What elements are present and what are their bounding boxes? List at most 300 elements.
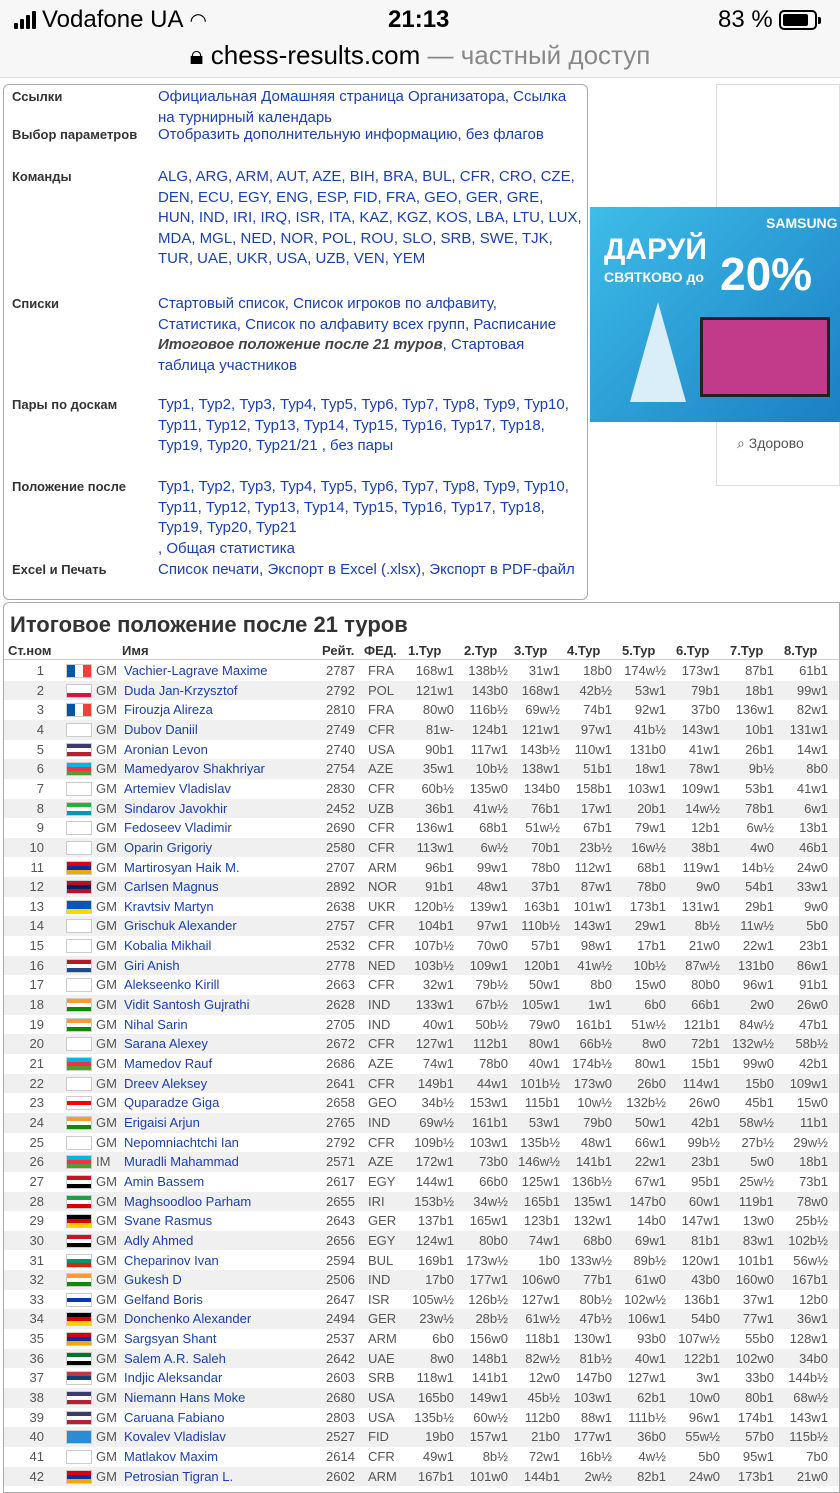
round-result: 58b½ [795,1036,828,1052]
round-result: 97w1 [476,918,508,934]
player-name-link[interactable]: Nihal Sarin [124,1016,188,1032]
info-link-text[interactable]: Официальная Домашняя страница Организатора, Ссылка на турнирный календарь [158,88,567,126]
round-result: 74b1 [583,702,612,718]
table-row [4,1054,840,1074]
federation: CFR [368,938,395,954]
rating: 2680 [326,1390,355,1406]
player-name-link[interactable]: Alekseenko Kirill [124,977,220,993]
federation: USA [368,1390,395,1406]
round-result: 42b1 [799,1056,828,1071]
player-name-link[interactable]: Kravtsiv Martyn [124,898,214,914]
player-name-link[interactable]: Gukesh D [124,1272,182,1288]
table-row [4,838,840,858]
column-header[interactable]: 4.Тур [567,643,601,658]
round-result: 105w½ [412,1291,454,1307]
round-result: 18b0 [583,663,612,678]
column-header[interactable]: 6.Тур [676,643,710,658]
round-result: 86w1 [796,957,828,973]
round-result: 167b1 [791,1272,828,1288]
round-result: 14b½ [741,859,774,875]
round-result: 138b½ [468,663,508,678]
player-title: GM [96,1252,117,1268]
round-result: 45b½ [527,1390,560,1406]
player-name-link[interactable]: Mamedyarov Shakhriyar [124,761,265,777]
round-result: 78b1 [745,800,774,816]
round-result: 131w1 [789,721,828,737]
round-result: 91b1 [799,977,828,993]
rating: 2537 [326,1331,355,1347]
table-row [4,1152,840,1172]
round-result: 16b½ [579,1449,612,1464]
flag-icon [66,1116,92,1130]
start-number: 17 [29,977,44,993]
round-result: 87b1 [745,663,774,678]
start-number: 18 [29,997,44,1013]
round-result: 9b½ [748,761,774,777]
round-result: 1w1 [588,997,612,1013]
column-header[interactable]: Ст.ном [8,643,52,658]
round-result: 131w1 [681,898,720,914]
info-links[interactable] [158,395,583,457]
flag-icon [66,1430,92,1444]
round-result: 101w0 [469,1468,508,1484]
player-name-link[interactable]: Svane Rasmus [124,1213,213,1229]
round-result: 17w1 [580,800,612,816]
round-result: 80b0 [691,977,720,993]
player-title: GM [96,1390,117,1406]
round-result: 165b0 [417,1390,454,1406]
table-row [4,759,840,779]
flag-icon [66,684,92,698]
column-header[interactable]: 7.Тур [730,643,764,658]
round-result: 4w0 [750,839,774,855]
start-number: 31 [29,1252,44,1268]
rating: 2749 [326,721,355,737]
federation: CFR [368,1036,395,1052]
player-name-link[interactable]: Petrosian Tigran L. [124,1468,234,1484]
round-result: 72w1 [528,1449,560,1464]
player-name-link[interactable]: Grischuk Alexander [124,918,237,934]
player-name-link[interactable]: Sarana Alexey [124,1036,208,1052]
table-row [4,1192,840,1212]
federation: CFR [368,820,395,836]
player-name-link[interactable]: Oparin Grigoriy [124,839,213,855]
player-name-link[interactable]: Gelfand Boris [124,1291,203,1307]
info-link-text[interactable]: Отобразить дополнительную информацию, без флагов [158,126,544,143]
rating: 2641 [326,1075,355,1091]
round-result: 109w1 [789,1075,828,1091]
round-result: 135w0 [469,780,508,796]
round-result: 20b1 [637,800,666,816]
start-number: 3 [36,702,44,718]
player-name-link[interactable]: Vachier-Lagrave Maxime [124,663,268,678]
federation: CFR [368,918,395,934]
start-number: 11 [30,859,44,875]
round-result: 89b½ [633,1252,666,1268]
round-result: 29w1 [634,918,666,934]
round-result: 80b½ [579,1291,612,1307]
player-title: GM [96,1449,117,1464]
url-domain: chess-results.com [210,40,421,70]
round-result: 157w1 [469,1429,508,1445]
round-result: 120w1 [681,1252,720,1268]
table-row [4,1368,840,1388]
flag-icon [66,978,92,992]
round-result: 173b1 [737,1468,774,1484]
round-result: 97w1 [580,721,612,737]
player-name-link[interactable]: Firouzja Alireza [124,702,213,718]
rating: 2757 [326,918,355,934]
round-result: 133w½ [570,1252,612,1268]
round-result: 29b1 [745,898,774,914]
start-number: 41 [29,1449,44,1464]
round-result: 18b1 [799,1154,828,1170]
round-result: 172w1 [415,1154,454,1170]
info-links[interactable] [158,125,583,146]
info-links[interactable] [158,294,583,376]
rating: 2614 [326,1449,355,1464]
battery-percent: 83 % [718,6,773,33]
round-result: 137b1 [417,1213,454,1229]
round-result: 163b1 [523,898,560,914]
start-number: 36 [29,1350,44,1366]
player-title: GM [96,800,117,816]
federation: EGY [368,1232,396,1248]
player-name-link[interactable]: Artemiev Vladislav [124,780,231,796]
round-result: 136b½ [572,1173,612,1189]
round-result: 80b1 [745,1390,774,1406]
round-result: 54b0 [691,1311,720,1327]
round-result: 103b½ [414,957,454,973]
christmas-tree-image [630,302,686,402]
info-link-text[interactable]: Стартовый список, Список игроков по алфавиту, Статистика, Список по алфавиту всех групп, Расписание [158,295,557,333]
flag-icon [66,861,92,875]
round-result: 132w½ [732,1036,774,1052]
round-result: 112b0 [524,1409,560,1425]
federation: FRA [368,702,394,718]
round-result: 7b0 [806,1449,828,1464]
rating: 2686 [326,1056,355,1071]
round-result: 50b½ [475,1016,508,1032]
rating: 2655 [326,1193,355,1209]
player-name-link[interactable]: Carlsen Magnus [124,879,219,895]
round-result: 156w0 [469,1331,508,1347]
player-title: GM [96,721,117,737]
round-result: 115b½ [789,1429,828,1445]
round-result: 60w½ [473,1409,508,1425]
player-name-link[interactable]: Cheparinov Ivan [124,1252,219,1268]
round-result: 103w1 [573,1390,612,1406]
round-result: 5b0 [806,918,828,934]
player-name-link[interactable]: Nepomniachtchi Ian [124,1134,239,1150]
round-result: 88w1 [580,1409,612,1425]
rating: 2765 [326,1114,355,1130]
round-result: 10w0 [688,1390,720,1406]
table-row [4,975,840,995]
rating: 2580 [326,839,355,855]
round-result: 112w1 [574,859,612,875]
round-result: 79b1 [691,682,720,698]
round-result: 28b½ [475,1311,508,1327]
start-number: 13 [29,898,44,914]
start-number: 14 [29,918,44,934]
player-name-link[interactable]: Muradli Mahammad [124,1154,239,1170]
round-result: 104b1 [417,918,454,934]
round-result: 6b0 [432,1331,454,1347]
round-result: 160w0 [735,1272,774,1288]
round-result: 33b0 [745,1370,774,1386]
round-result: 44w1 [476,1075,508,1091]
player-title: GM [96,977,117,993]
round-result: 21w0 [688,938,720,954]
flag-icon [66,743,92,757]
start-number: 6 [36,761,44,777]
round-result: 113w1 [416,839,454,855]
round-result: 131b0 [629,741,666,757]
start-number: 35 [29,1331,44,1347]
round-result: 13w0 [742,1213,774,1229]
table-row [4,1309,840,1329]
player-name-link[interactable]: Duda Jan-Krzysztof [124,682,238,698]
player-name-link[interactable]: Fedoseev Vladimir [124,820,232,836]
info-label: Списки [12,296,59,311]
table-row [4,995,840,1015]
round-result: 22w1 [742,938,774,954]
flag-icon [66,1234,92,1248]
player-name-link[interactable]: Adly Ahmed [124,1232,194,1248]
column-header[interactable]: 2.Тур [464,643,498,658]
column-header[interactable]: ФЕД. [364,643,397,658]
round-result: 48w1 [476,879,508,895]
round-result: 82w½ [525,1350,560,1366]
player-name-link[interactable]: Salem A.R. Saleh [124,1350,226,1366]
player-name-link[interactable]: Martirosyan Haik M. [124,859,240,875]
round-result: 80w1 [528,1036,560,1052]
federation: SRB [368,1370,395,1386]
round-result: 143b0 [471,682,508,698]
flag-icon [66,900,92,914]
round-result: 78b0 [637,879,666,895]
info-links[interactable] [158,87,583,128]
player-title: GM [96,957,117,973]
round-result: 107w½ [678,1331,720,1347]
start-number: 23 [29,1095,44,1111]
signal-icon [14,11,36,29]
federation: GEO [368,1095,397,1111]
column-header[interactable]: 1.Тур [408,643,442,658]
table-header [4,641,840,660]
round-result: 8b0 [590,977,612,993]
player-name-link[interactable]: Mamedov Rauf [124,1056,213,1071]
player-title: GM [96,1095,117,1111]
round-result: 48w1 [580,1134,612,1150]
url-suffix: — частный доступ [427,40,651,70]
info-link-text[interactable]: Список печати, Экспорт в Excel (.xlsx), Экспорт в PDF-файл [158,561,575,578]
round-result: 125w1 [521,1173,560,1189]
advertisement[interactable] [590,207,840,422]
round-result: 6w1 [804,800,828,816]
player-name-link[interactable]: Donchenko Alexander [124,1311,252,1327]
round-result: 76b1 [531,800,560,816]
start-number: 10 [29,839,44,855]
round-result: 165w1 [469,1213,508,1229]
player-name-link[interactable]: Niemann Hans Moke [124,1390,246,1406]
round-result: 47b1 [799,1016,828,1032]
round-result: 77w1 [742,1311,774,1327]
player-name-link[interactable]: Kovalev Vladislav [124,1429,226,1445]
round-result: 99w1 [796,682,828,698]
round-result: 70w0 [476,938,508,954]
table-row [4,1408,840,1428]
round-result: 101b1 [737,1252,774,1268]
rating: 2602 [326,1468,355,1484]
round-result: 8b½ [482,1449,508,1464]
start-number: 24 [29,1114,44,1130]
round-result: 127w1 [627,1370,666,1386]
column-header[interactable]: 5.Тур [622,643,656,658]
clock: 21:13 [388,6,450,33]
round-result: 77b1 [583,1272,612,1288]
player-name-link[interactable]: Indjic Aleksandar [124,1370,223,1386]
address-bar[interactable] [0,34,840,78]
round-result: 126b½ [468,1291,508,1307]
round-result: 23w½ [419,1311,454,1327]
player-name-link[interactable]: Vidit Santosh Gujrathi [124,997,250,1013]
round-result: 127w1 [415,1036,454,1052]
column-header[interactable]: 3.Тур [514,643,548,658]
start-number: 40 [29,1429,44,1445]
table-row [4,1290,840,1310]
federation: FRA [368,663,394,678]
round-result: 54b1 [745,879,774,895]
info-link-text[interactable]: , Стартовая таблица участников [158,336,525,374]
start-number: 2 [36,682,44,698]
player-name-link[interactable]: Caruana Fabiano [124,1409,225,1425]
round-result: 36w1 [796,1311,828,1327]
flag-icon [66,1037,92,1051]
round-result: 37b0 [691,702,720,718]
player-title: GM [96,820,117,836]
table-row [4,1172,840,1192]
player-title: GM [96,741,117,757]
round-result: 135b½ [414,1409,454,1425]
federation: IND [368,1016,391,1032]
info-link-text[interactable]: ALG, ARG, ARM, AUT, AZE, BIH, BRA, BUL, CFR, CRO, CZE, DEN, ECU, EGY, ENG, ESP, FID, FRA, GEO, GER, GRE, HUN, IND, IRI, IRQ, ISR, ITA, KAZ, KGZ, KOS, LBA, LTU, LUX, MDA, MGL, NED, NOR, POL, ROU, SLO, SRB, SWE, TJK, TUR, UAE, UKR, USA, UZB, VEN, YEM [158,168,582,268]
round-result: 153b½ [414,1193,454,1209]
round-result: 32w1 [422,977,454,993]
player-name-link[interactable]: Amin Bassem [124,1173,205,1189]
start-number: 38 [29,1390,44,1406]
info-label: Пары по доскам [12,397,118,412]
start-number: 12 [29,879,44,895]
table-row [4,1427,840,1447]
player-name-link[interactable]: Maghsoodloo Parham [124,1193,252,1209]
round-result: 174b1 [737,1409,774,1425]
start-number: 33 [29,1291,44,1307]
player-name-link[interactable]: Sargsyan Shant [124,1331,217,1347]
player-name-link[interactable]: Erigaisi Arjun [124,1114,200,1130]
start-number: 15 [29,938,44,954]
info-link-text[interactable]: Тур1, Тур2, Тур3, Тур4, Тур5, Тур6, Тур7, Тур8, Тур9, Тур10, Тур11, Тур12, Тур13, Тур14, Тур15, Тур16, Тур17, Тур18, Тур19, Тур20, Тур21/21 , без пары [158,396,569,455]
player-name-link[interactable]: Sindarov Javokhir [124,800,228,816]
round-result: 40w1 [528,1056,560,1071]
round-result: 98w1 [580,938,612,954]
table-row [4,661,840,681]
round-result: 147w1 [681,1213,720,1229]
round-result: 18b1 [745,682,774,698]
player-name-link[interactable]: Giri Anish [124,957,180,973]
results-panel [3,602,840,1493]
round-result: 25b½ [795,1213,828,1229]
player-title: GM [96,1213,117,1229]
player-name-link[interactable]: Aronian Levon [124,741,208,757]
carrier [14,6,207,34]
player-name-link[interactable]: Matlakov Maxim [124,1449,218,1464]
column-header[interactable]: Рейт. [322,643,355,658]
round-result: 12b0 [799,1291,828,1307]
federation: USA [368,1409,395,1425]
player-name-link[interactable]: Kobalia Mikhail [124,938,212,954]
federation: AZE [368,761,394,777]
player-name-link[interactable]: Dreev Aleksey [124,1075,208,1091]
flag-icon [66,723,92,737]
round-result: 99w0 [742,1056,774,1071]
rating: 2705 [326,1016,355,1032]
round-result: 149w1 [469,1390,508,1406]
round-result: 18w1 [634,761,666,777]
table-row [4,1447,840,1467]
round-result: 22w1 [634,1154,666,1170]
round-result: 143w1 [573,918,612,934]
start-number: 25 [29,1134,44,1150]
column-header[interactable]: 8.Тур [784,643,818,658]
round-result: 4w½ [638,1449,666,1464]
round-result: 173w1 [681,663,720,678]
flag-icon [66,841,92,855]
info-link-text[interactable]: , Общая статистика [158,539,296,557]
round-result: 119b1 [738,1193,774,1209]
round-result: 120b1 [523,957,560,973]
player-name-link[interactable]: Dubov Daniil [124,721,198,737]
column-header[interactable]: Имя [122,643,149,658]
table-row [4,799,840,819]
round-result: 69w½ [525,702,560,718]
current-page-label: Итоговое положение после 21 туров [158,336,443,354]
flag-icon [66,880,92,894]
flag-icon [66,782,92,796]
round-result: 40w1 [634,1350,666,1366]
round-result: 161b1 [471,1114,508,1130]
info-link-text[interactable]: Тур1, Тур2, Тур3, Тур4, Тур5, Тур6, Тур7, Тур8, Тур9, Тур10, Тур11, Тур12, Тур13, Тур14, Тур15, Тур16, Тур17, Тур18, Тур19, Тур20, Тур21 [158,478,569,537]
round-result: 58w½ [739,1114,774,1130]
info-links[interactable] [158,560,583,581]
flag-icon [66,1312,92,1326]
round-result: 51b1 [583,761,612,777]
rating: 2810 [326,702,355,718]
flag-icon [66,1136,92,1150]
round-result: 81b1 [691,1232,720,1248]
player-name-link[interactable]: Quparadze Giga [124,1095,220,1111]
round-result: 153w1 [469,1095,508,1111]
player-title: GM [96,898,117,914]
round-result: 43b0 [691,1272,720,1288]
info-links[interactable] [158,167,583,270]
rating: 2603 [326,1370,355,1386]
flag-icon [66,703,92,717]
info-links[interactable] [158,477,583,559]
round-result: 118w1 [416,1370,454,1386]
tv-image [700,317,830,397]
